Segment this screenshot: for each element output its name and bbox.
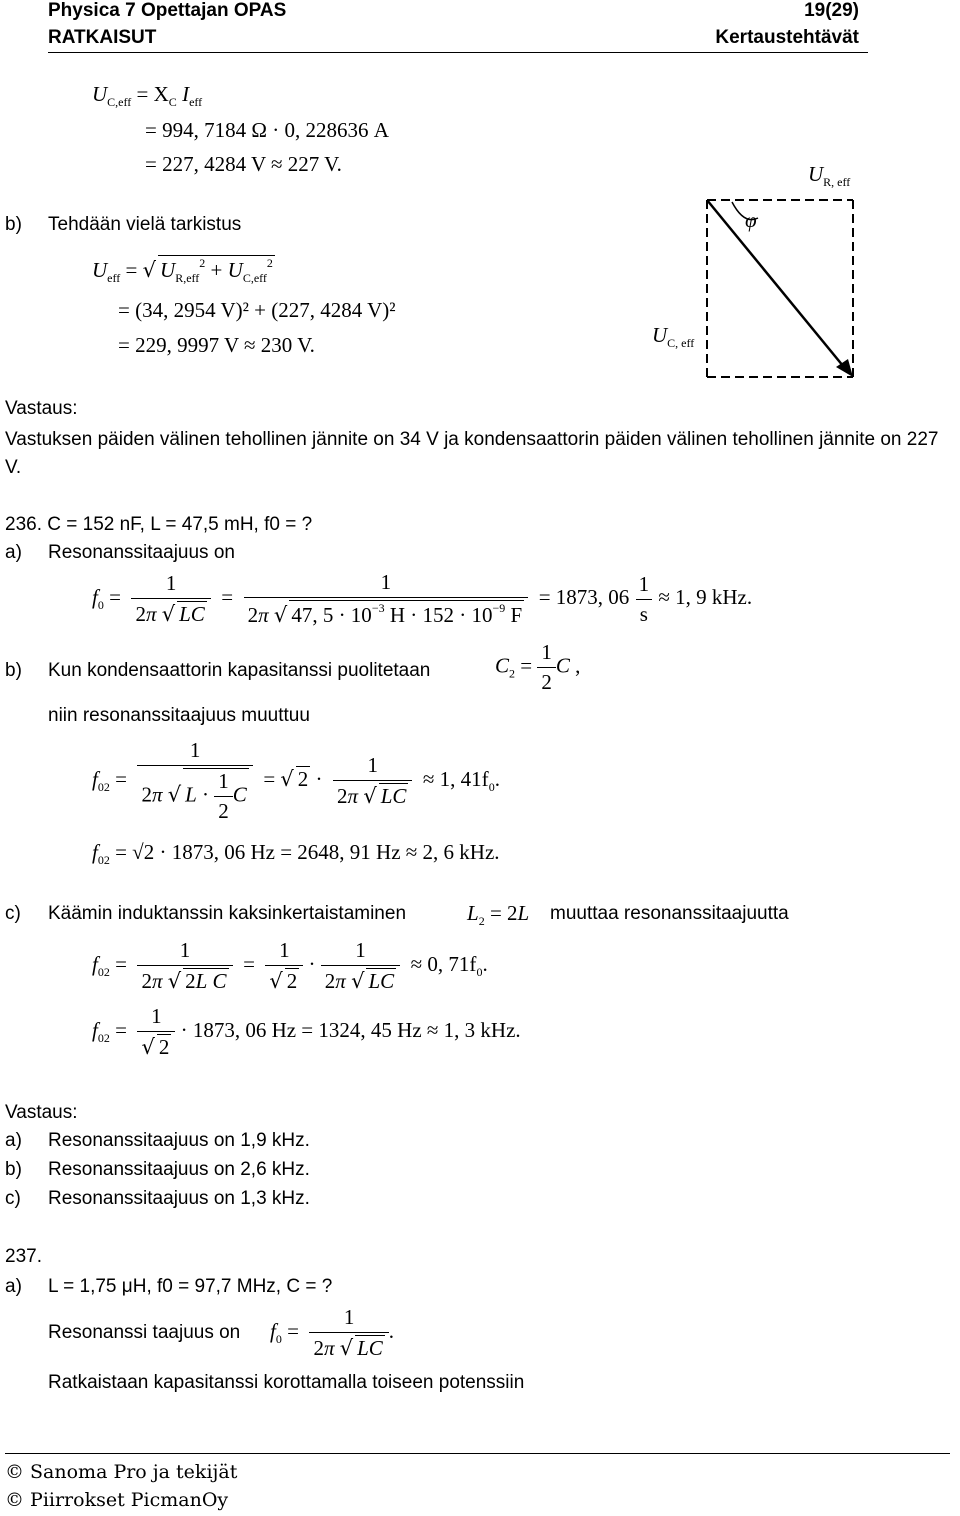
header-subtitle: RATKAISUT	[48, 27, 157, 48]
eq-uc-line1: $U_{C,eff} = X_C$ $I_{eff}$	[92, 82, 203, 109]
eq-f0-237: $f_0$ = $\frac{1}{2\pi √ LC}$ .	[270, 1305, 395, 1360]
answer-heading-2: Vastaus:	[5, 1102, 78, 1123]
part-b-text-236: Kun kondensaattorin kapasitanssi puolitetaan	[48, 660, 431, 681]
part-c-text-236: Käämin induktanssin kaksinkertaistaminen	[48, 903, 407, 924]
page-number: 19(29)	[804, 0, 859, 21]
part-b-text: Tehdään vielä tarkistus	[48, 214, 242, 235]
part-a-label-237: a)	[5, 1276, 22, 1297]
part-a-text: Resonanssitaajuus on	[48, 542, 235, 563]
eq-uc-line2: = 994, 7184 Ω · 0, 228636 A	[145, 118, 389, 142]
eq-f0-resonance: $f_0$ = $\frac{1}{2\pi √ LC}$ = $\frac{1}{2\pi √ 47, 5 \cdot 10^{-3} H \cdot 152 \cdot 10^{-9} F}$ = 1873, 06 $\frac{1}{s}$ ≈ 1, 9 kHz.	[92, 570, 753, 627]
part-b-text2-236: niin resonanssitaajuus muuttuu	[48, 705, 310, 726]
problem-237-title: 237.	[5, 1246, 42, 1267]
resultant-arrow	[707, 200, 848, 372]
header-title: Physica 7 Opettajan OPAS	[48, 0, 287, 21]
eq-ueff-line1: $U_{eff}$ = √ $U_{R,eff}^2 + U_{C,eff}^2$	[92, 256, 273, 285]
answer-c-label: c)	[5, 1188, 21, 1209]
answer-heading-1: Vastaus:	[5, 398, 78, 419]
part-b-label-236: b)	[5, 660, 22, 681]
answer-text-1: Vastuksen päiden välinen tehollinen jännite on 34 V ja kondensaattorin päiden välinen tehollinen jännite on 227 V.	[5, 429, 939, 478]
part-c-label-236: c)	[5, 903, 21, 924]
label-phi: φ	[745, 208, 757, 232]
section-title: Kertaustehtävät	[715, 27, 859, 48]
header-rule	[48, 52, 868, 53]
part-c-text2-236: muuttaa resonanssitaajuutta	[550, 903, 789, 924]
eq-uc-line3: = 227, 4284 V ≈ 227 V.	[145, 152, 342, 176]
eq-l2: $L_2 = 2L$	[467, 901, 530, 928]
eq-c2: $C_2$ = $\frac{1}{2}$ C ,	[495, 640, 581, 694]
answer-b-label: b)	[5, 1159, 22, 1180]
eq-f02-b: $f_{02}$ = 1 2π √ L · $\frac{1}{2}$ C = √ 2 · $\frac{1}{2\pi √ LC}$ ≈ 1, $41f_0$.	[92, 738, 500, 823]
eq-f02-b-value: $f_{02} = √2 \cdot 1873$, 06 Hz = 2648, 91 Hz ≈ 2, 6 kHz.	[92, 840, 500, 867]
resonance-text-237: Resonanssi taajuus on	[48, 1322, 241, 1343]
footer-copyright-1: © Sanoma Pro ja tekijät	[5, 1461, 238, 1483]
footer-rule	[5, 1453, 950, 1454]
eq-ueff-line2: = (34, 2954 V)² + (227, 4284 V)²	[118, 298, 396, 322]
part-b-label: b)	[5, 214, 22, 235]
eq-f02-c-value: $f_{02}$ = $\frac{1}{√ 2}$ · 1873, 06 Hz = 1324, 45 Hz ≈ 1, 3 kHz.	[92, 1004, 521, 1059]
eq-f02-c: $f_{02}$ = $\frac{1}{\text{2π √ 2L C}}$ = $\frac{1}{√ 2}$ · $\frac{1}{2\pi √ LC}$ ≈ 0, $71f_0$.	[92, 938, 488, 993]
label-uc-eff: $U_{C, eff}$	[652, 323, 695, 350]
part-a-label: a)	[5, 542, 22, 563]
eq-ueff-line3: = 229, 9997 V ≈ 230 V.	[118, 333, 315, 357]
answer-b-text: Resonanssitaajuus on 2,6 kHz.	[48, 1159, 310, 1180]
answer-a-text: Resonanssitaajuus on 1,9 kHz.	[48, 1130, 310, 1151]
answer-c-text: Resonanssitaajuus on 1,3 kHz.	[48, 1188, 310, 1209]
part-a-givens-237: L = 1,75 μH, f0 = 97,7 MHz, C = ?	[48, 1276, 333, 1297]
problem-236-title: 236. C = 152 nF, L = 47,5 mH, f0 = ?	[5, 514, 313, 535]
label-ur-eff: $U_{R, eff}$	[808, 162, 851, 189]
footer-copyright-2: © Piirrokset PicmanOy	[5, 1489, 229, 1511]
last-text-237: Ratkaistaan kapasitanssi korottamalla toiseen potenssiin	[48, 1372, 525, 1393]
answer-a-label: a)	[5, 1130, 22, 1151]
